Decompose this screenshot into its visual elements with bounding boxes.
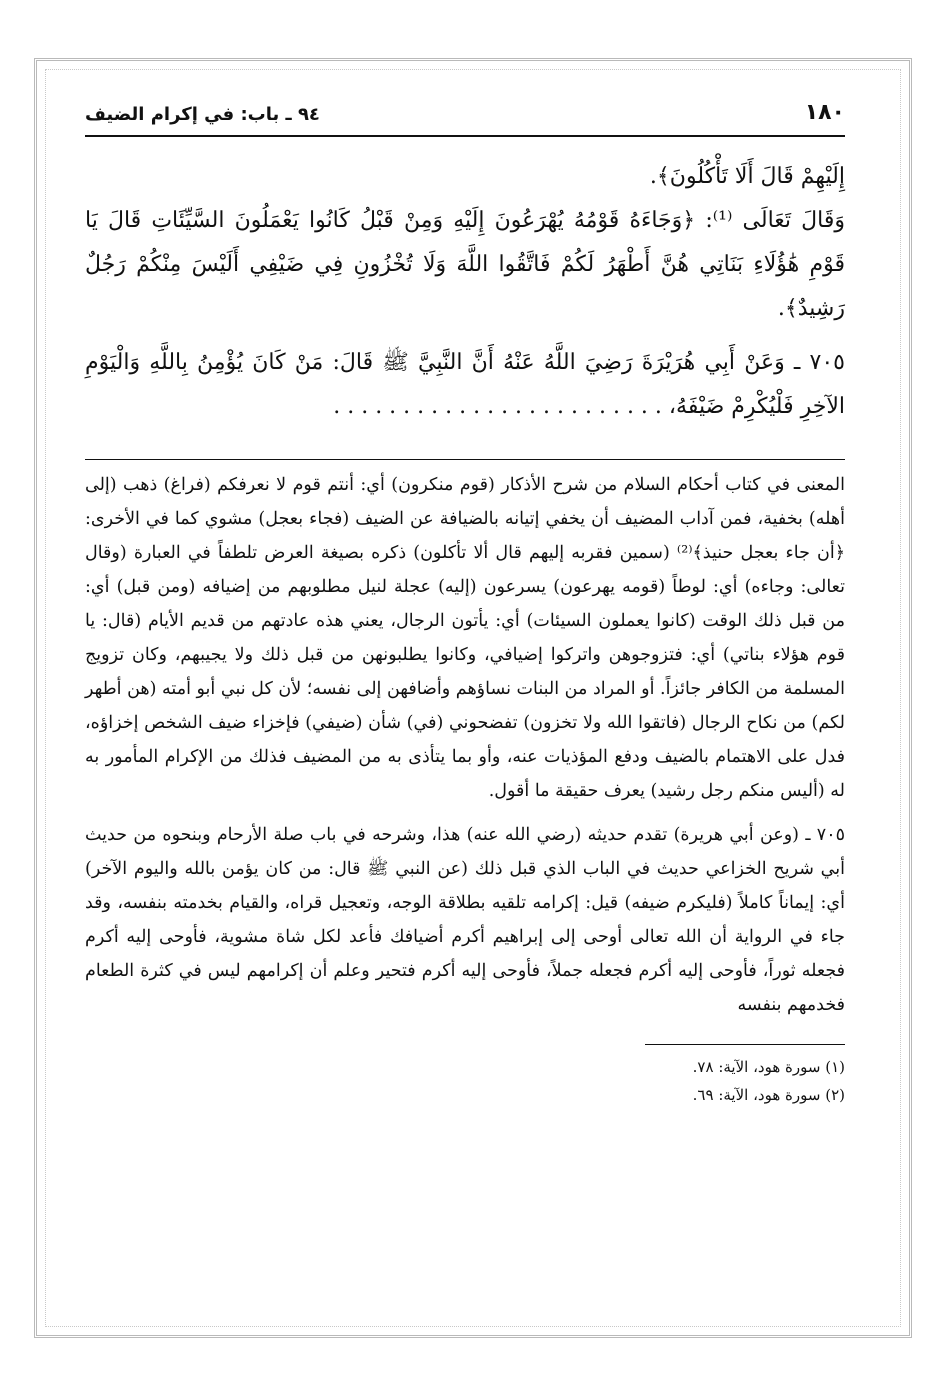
page-header [85,100,845,137]
footnote-2: (٢) سورة هود، الآية: ٦٩. [692,1086,845,1104]
page-number: ١٨٠ [804,100,845,125]
running-title: ٩٤ ـ باب: في إكرام الضيف [85,104,320,125]
main-text [85,155,845,429]
commentary [85,468,845,1022]
commentary-paragraph-2: ٧٠٥ ـ (وعن أبي هريرة) تقدم حديثه (رضي الله عنه) هذا، وشرحه في باب صلة الأرحام وبنحوه من حديث أبي شريح الخزاعي حديث في الباب الذي قبل ذلك (عن النبي ﷺ قال: من كان يؤمن بالله واليوم الآخر) أي: إيماناً كاملاً (فليكرم ضيفه) قيل: إكرامه تلقيه بطلاقة الوجه، وتعجيل قراه، والقيام بخدمته بنفسه، وقد جاء في الرواية أن الله تعالى أوحى إلى إبراهيم أكرم أضيافك فأعد لكل شاة مشوية، فأوحى إليه أكرم فجعله ثوراً، فأوحى إليه أكرم فجعله جملاً، فأوحى إليه أكرم فتحير وعلم أن إكرامهم ليس في كثرة الطعام فخدمهم بنفسه [85,825,845,1015]
hadith-705 [85,341,845,429]
ellipsis-dots: . . . . . . . . . . . . . . . . . . . . . . . . [333,394,662,419]
footnote-1: (١) سورة هود، الآية: ٧٨. [692,1058,845,1076]
verse-ending-line: إِلَيْهِمْ قَالَ أَلَا تَأْكُلُونَ﴾. [649,164,845,189]
hadith-705-text: ٧٠٥ ـ وَعَنْ أَبِي هُرَيْرَةَ رَضِيَ اللَّهُ عَنْهُ أَنَّ النَّبِيَّ ﷺ قَالَ: مَنْ كَانَ يُؤْمِنُ بِاللَّهِ وَالْيَوْمِ الآخِرِ فَلْيُكْرِمْ ضَيْفَهُ، [85,350,845,419]
verse-hud-78: وَقَالَ تَعَالَى ⁽¹⁾: ﴿وَجَاءَهُ قَوْمُهُ يُهْرَعُونَ إِلَيْهِ وَمِنْ قَبْلُ كَانُوا يَعْمَلُونَ السَّيِّئَاتِ قَالَ يَا قَوْمِ هَٰؤُلَاءِ بَنَاتِي هُنَّ أَطْهَرُ لَكُمْ فَاتَّقُوا اللَّهَ وَلَا تُخْزُونِ فِي ضَيْفِي أَلَيْسَ مِنْكُمْ رَجُلٌ رَشِيدٌ﴾. [85,208,845,321]
book-page [85,100,845,1109]
footnote-divider [645,1044,845,1045]
footnotes [85,1053,845,1109]
commentary-divider [85,459,845,460]
commentary-paragraph-1: المعنى في كتاب أحكام السلام من شرح الأذكار (قوم منكرون) أي: أنتم قوم لا نعرفكم (فراغ) ذهب (إلى أهله) بخفية، فمن آداب المضيف أن يخفي إتيانه بالضيافة عن الضيف (فجاء بعجل) مشوي كما في الأخرى: ﴿أن جاء بعجل حنيذ﴾⁽²⁾ (سمين فقربه إليهم قال ألا تأكلون) ذكره بصيغة العرض تلطفاً في العبارة (وقال تعالى: وجاءه) أي: لوطاً (قومه يهرعون) يسرعون (إليه) عجلة لنيل مطلوبهم من إضيافه (ومن قبل) أي: من قبل ذلك الوقت (كانوا يعملون السيئات) أي: يأتون الرجال، يعني هذه عادتهم من قديم الأيام (قال: يا قوم هؤلاء بناتي) أي: فتزوجوهن واتركوا إضيافي، وكانوا يطلبونهن من قبل ذلك ولا يجيبهم، وكان تزويج المسلمة من الكافر جائزاً. أو المراد من البنات نساؤهم وأضافهن إلى نفسه؛ لأن كل نبي أبو أمته (هن أطهر لكم) من نكاح الرجال (فاتقوا الله ولا تخزون) تفضحوني (في) شأن (ضيفي) فإخزاء ضيف الشخص إخزاؤه، فدل على الاهتمام بالضيف ودفع المؤذيات عنه، وأو بما يتأذى به من المضيف فذلك من الإكرام المأمور به له (أليس منكم رجل رشيد) يعرف حقيقة ما أقول. [85,475,845,801]
